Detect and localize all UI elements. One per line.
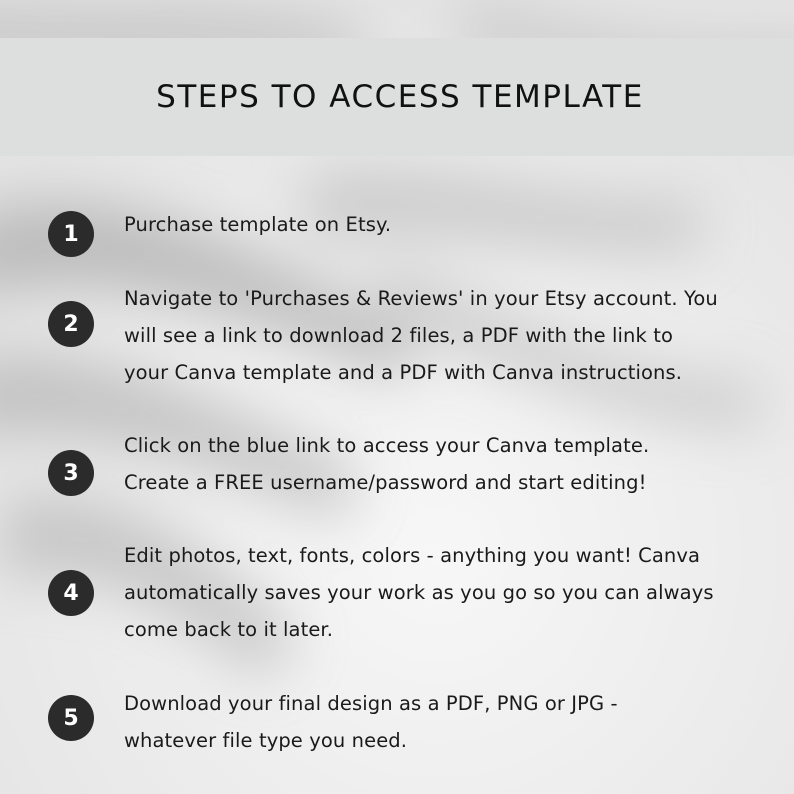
step-number-badge: 4 [48, 570, 94, 616]
step-text: Download your final design as a PDF, PNG or JPG - whatever file type you need. [124, 692, 618, 752]
step-number-badge: 1 [48, 211, 94, 257]
step-number-badge: 5 [48, 695, 94, 741]
step-text: Purchase template on Etsy. [124, 213, 392, 236]
step-number-badge: 3 [48, 450, 94, 496]
page-title: STEPS TO ACCESS TEMPLATE [156, 79, 644, 115]
header-band [0, 38, 794, 156]
step-text: Edit photos, text, fonts, colors - anything you want! Canva automatically saves your work as you go so you can always come back to it later. [124, 544, 714, 641]
step-text: Click on the blue link to access your Canva template. Create a FREE username/password and start editing! [124, 434, 650, 494]
step-text: Navigate to 'Purchases & Reviews' in your Etsy account. You will see a link to download 2 files, a PDF with the link to your Canva template and a PDF with Canva instructions. [124, 287, 718, 384]
step-number-badge: 2 [48, 301, 94, 347]
